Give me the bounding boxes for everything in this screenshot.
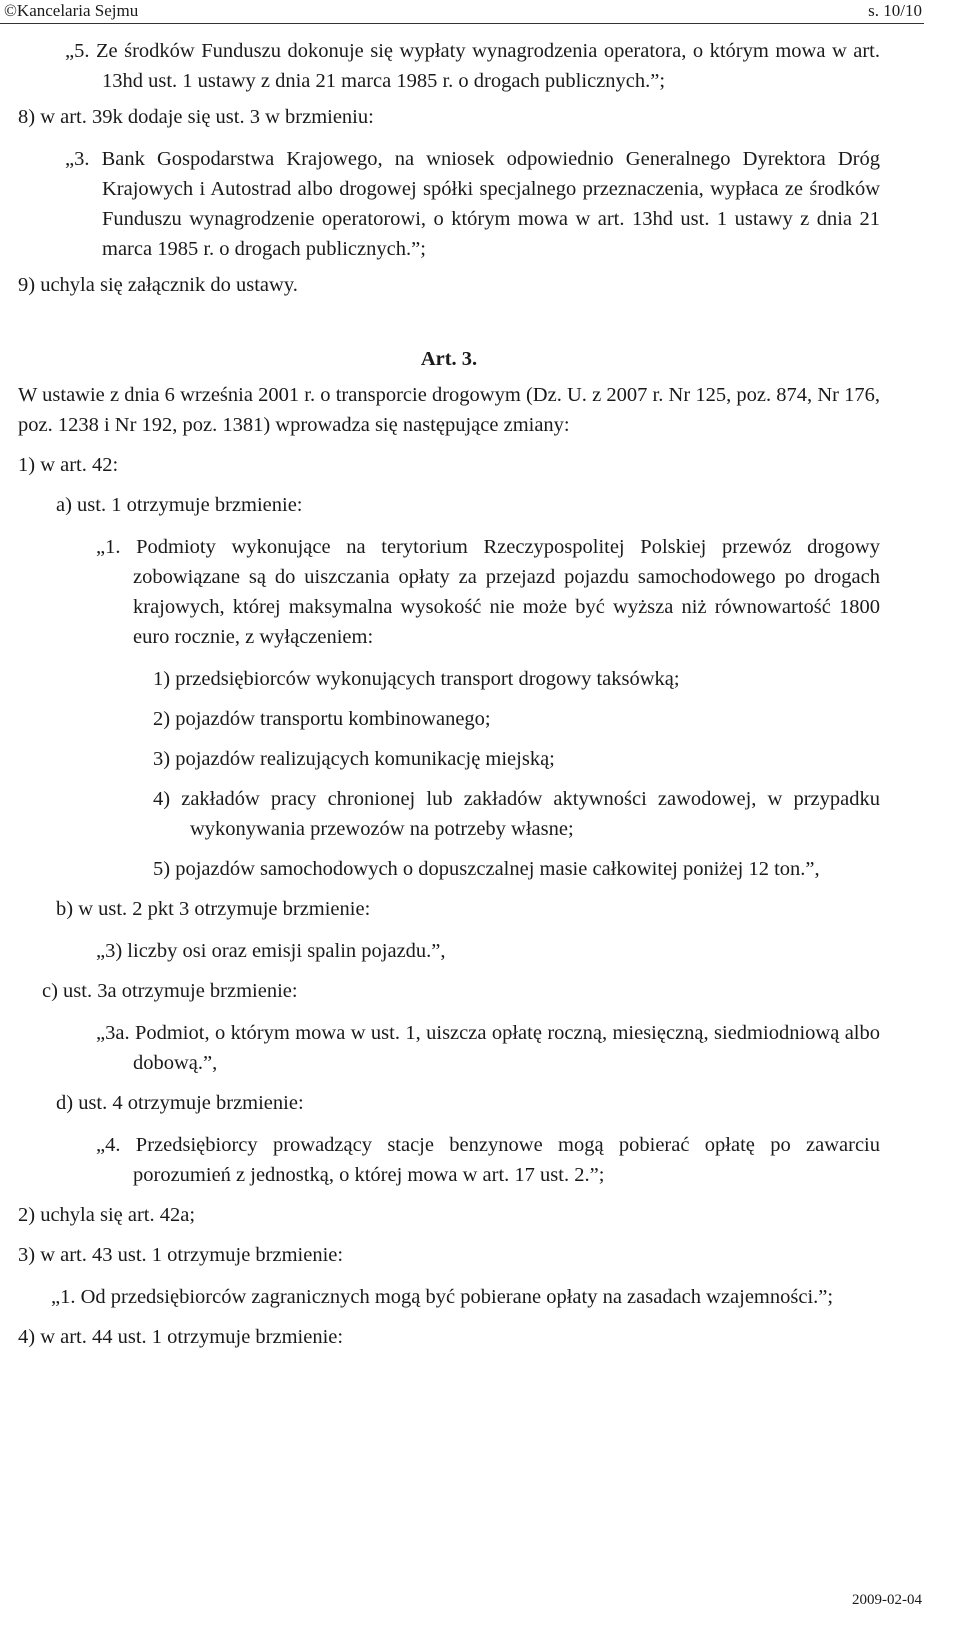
document-body [18,36,880,1352]
exclusion-3: 3) pojazdów realizujących komunikację miejską; [153,748,555,770]
header-page-number: s. 10/10 [868,1,922,20]
footer-date: 2009-02-04 [852,1592,922,1608]
point-1: 1) w art. 42: [18,454,119,476]
header-publisher: ©Kancelaria Sejmu [4,1,139,20]
quoted-ust-4: „4. Przedsiębiorcy prowadzący stacje benzynowe mogą pobierać opłatę po zawarciu porozumień z jednostką, o której mowa w art. 17 ust. 2.”; [96,1134,880,1186]
quoted-ust-1: „1. Podmioty wykonujące na terytorium Rzeczypospolitej Polskiej przewóz drogowy zobowiązane są do uiszczania opłaty za przejazd pojazdu samochodowego po drogach krajowych, której maksymalna wysokość nie może być wyższa niż równowartość 1800 euro rocznie, z wyłączeniem: [96,536,880,648]
letter-a: a) ust. 1 otrzymuje brzmienie: [56,494,303,516]
point-2: 2) uchyla się art. 42a; [18,1204,196,1226]
article-intro: W ustawie z dnia 6 września 2001 r. o transporcie drogowym (Dz. U. z 2007 r. Nr 125, poz. 874, Nr 176, poz. 1238 i Nr 192, poz. 1381) wprowadza się następujące zmiany: [18,384,880,436]
exclusion-1: 1) przedsiębiorców wykonujących transport drogowy taksówką; [153,668,680,690]
exclusion-5: 5) pojazdów samochodowych o dopuszczalnej masie całkowitej poniżej 12 ton.”, [153,858,820,880]
quoted-ust-3a: „3a. Podmiot, o którym mowa w ust. 1, uiszcza opłatę roczną, miesięczną, siedmiodniową albo dobową.”, [96,1022,880,1074]
point-4: 4) w art. 44 ust. 1 otrzymuje brzmienie: [18,1326,344,1348]
exclusion-2: 2) pojazdów transportu kombinowanego; [153,708,491,730]
quoted-para-3: „3. Bank Gospodarstwa Krajowego, na wniosek odpowiednio Generalnego Dyrektora Dróg Krajowych i Autostrad albo drogowej spółki specjalnego przeznaczenia, wypłaca ze środków Funduszu wynagrodzenie operatorowi, o którym mowa w art. 13hd ust. 1 ustawy z dnia 21 marca 1985 r. o drogach publicznych.”; [65,148,880,260]
article-title: Art. 3. [420,348,478,370]
letter-c: c) ust. 3a otrzymuje brzmienie: [42,980,298,1002]
point-9: 9) uchyla się załącznik do ustawy. [18,274,298,296]
quoted-art-43: „1. Od przedsiębiorców zagranicznych mogą być pobierane opłaty na zasadach wzajemności.”; [51,1286,834,1308]
point-8: 8) w art. 39k dodaje się ust. 3 w brzmieniu: [18,106,374,128]
quoted-para-5: „5. Ze środków Funduszu dokonuje się wypłaty wynagrodzenia operatora, o którym mowa w art. 13hd ust. 1 ustawy z dnia 21 marca 1985 r. o drogach publicznych.”; [65,40,880,92]
letter-d: d) ust. 4 otrzymuje brzmienie: [56,1092,304,1114]
letter-b: b) w ust. 2 pkt 3 otrzymuje brzmienie: [56,898,371,920]
header-rule [0,23,924,24]
quoted-pkt-3: „3) liczby osi oraz emisji spalin pojazdu.”, [96,940,446,962]
page-header [0,0,960,24]
exclusion-4: 4) zakładów pracy chronionej lub zakładów aktywności zawodowej, w przypadku wykonywania przewozów na potrzeby własne; [153,788,880,840]
point-3: 3) w art. 43 ust. 1 otrzymuje brzmienie: [18,1244,344,1266]
